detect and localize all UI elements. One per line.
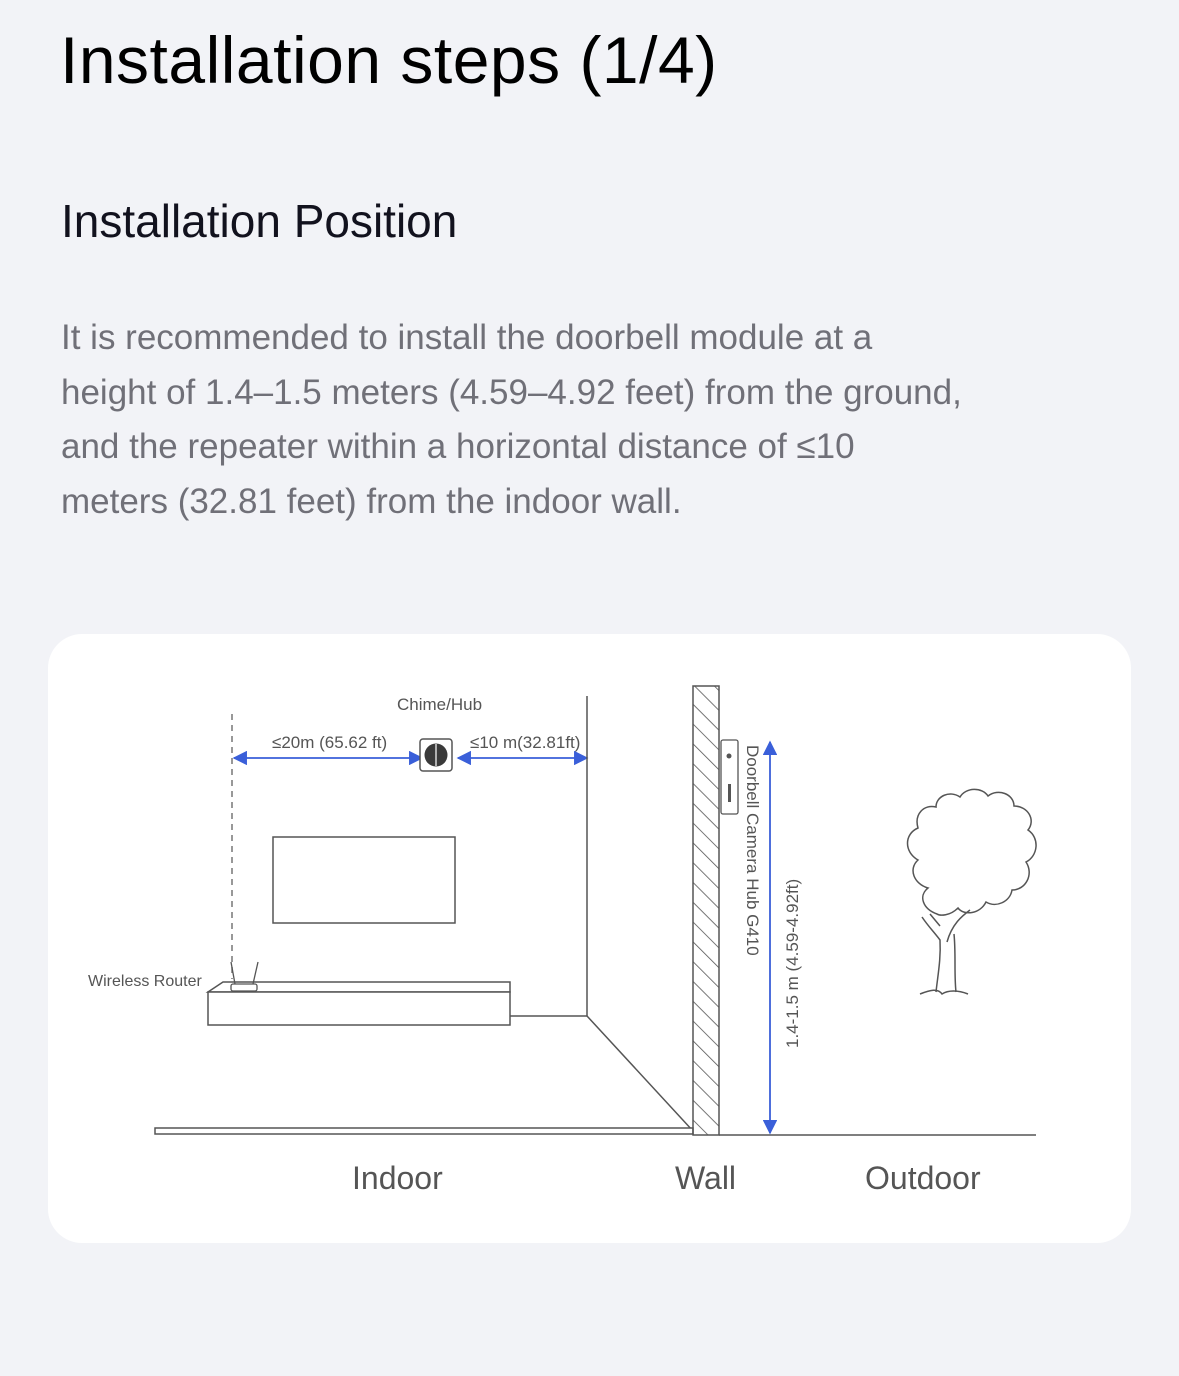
section-description	[61, 311, 1141, 529]
wall	[693, 686, 719, 1135]
installation-diagram-card	[48, 634, 1131, 1243]
chime-hub-label: Chime/Hub	[397, 695, 483, 714]
doorbell-label: Doorbell Camera Hub G410	[743, 745, 762, 956]
wall-distance-label: ≤10 m(32.81ft)	[470, 733, 581, 752]
doorbell-device	[721, 740, 738, 814]
description-line: and the repeater within a horizontal distance of ≤10	[61, 427, 855, 466]
router-distance-label: ≤20m (65.62 ft)	[272, 733, 388, 752]
chime-hub-device	[420, 739, 452, 771]
installation-diagram	[48, 634, 1131, 1243]
tv-cabinet	[208, 982, 587, 1025]
description-line: meters (32.81 feet) from the indoor wall.	[61, 481, 682, 521]
wireless-router-device	[231, 962, 258, 991]
height-label: 1.4-1.5 m (4.59-4.92ft)	[783, 878, 802, 1048]
tv-screen	[273, 837, 455, 923]
description-line: height of 1.4–1.5 meters (4.59–4.92 feet) from the ground,	[61, 372, 962, 412]
description-line: It is recommended to install the doorbell module at a	[61, 318, 873, 357]
wall-label: Wall	[675, 1160, 737, 1196]
indoor-floor	[155, 1128, 693, 1134]
indoor-label: Indoor	[352, 1160, 443, 1196]
tree-illustration	[908, 789, 1037, 994]
wireless-router-label: Wireless Router	[88, 973, 202, 990]
room-floor-perspective-line	[587, 1016, 693, 1131]
section-title: Installation Position	[61, 195, 458, 247]
page-title: Installation steps (1/4)	[60, 23, 718, 97]
outdoor-label: Outdoor	[865, 1160, 981, 1196]
